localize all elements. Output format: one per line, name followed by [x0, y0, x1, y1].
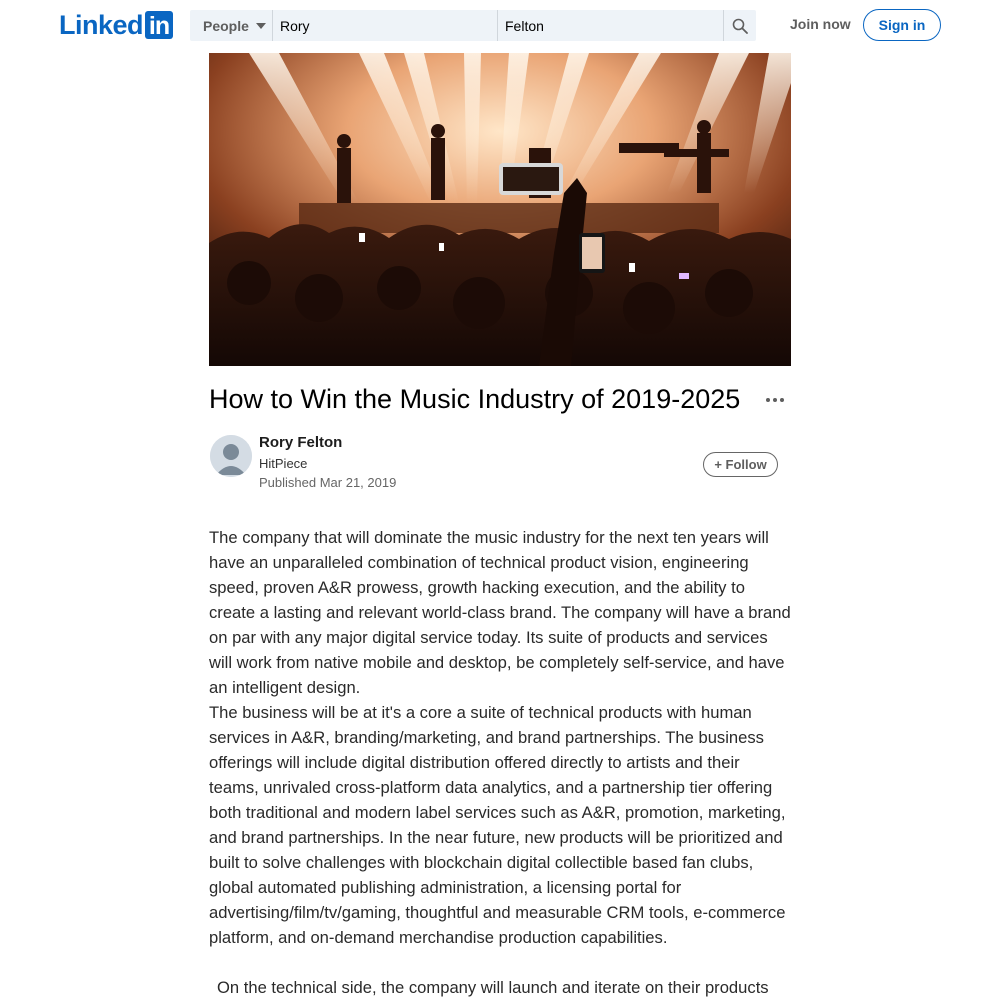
- first-name-input[interactable]: [273, 10, 498, 41]
- published-date: Published Mar 21, 2019: [259, 475, 397, 490]
- logo-wordmark: Linked: [59, 10, 144, 40]
- linkedin-logo[interactable]: [59, 11, 173, 39]
- search-icon: [732, 18, 748, 34]
- author-avatar[interactable]: [210, 435, 252, 477]
- people-search-bar: [190, 10, 756, 41]
- person-icon: [210, 435, 252, 477]
- sign-in-button[interactable]: Sign in: [863, 9, 941, 41]
- search-type-label: People: [203, 17, 249, 34]
- article-paragraph: The business will be at it's a core a suite of technical products with human services in A&R, branding/marketing, and brand partnerships. The business offerings will include digital distribution offered directly to artists and their teams, unrivaled cross-platform data analytics, and a partnership tier offering both traditional and modern label services such as A&R, promotion, marketing, and brand partnerships. In the near future, new products will be prioritized and built to solve challenges with blockchain digital collectible based fan clubs, global automated publishing administration, a licensing portal for advertising/film/tv/gaming, thoughtful and measurable CRM tools, e-commerce platform, and on-demand merchandise production capabilities.: [209, 703, 786, 947]
- article-paragraph: The company that will dominate the music industry for the next ten years will have an unparalleled combination of technical product vision, engineering speed, proven A&R prowess, growth hacking execution, and the ability to create a lasting and relevant world-class brand. The company will have a brand on par with any major digital service today. Its suite of products and services will work from native mobile and desktop, be completely self-service, and have an intelligent design.: [209, 528, 791, 697]
- concert-photo: [209, 53, 791, 366]
- article-title: How to Win the Music Industry of 2019-2025: [209, 384, 741, 414]
- logo-in-box: in: [145, 11, 173, 39]
- join-now-link[interactable]: Join now: [790, 16, 851, 32]
- search-type-dropdown[interactable]: [190, 10, 273, 41]
- chevron-down-icon: [256, 23, 266, 29]
- more-options-button[interactable]: [762, 388, 788, 412]
- author-name[interactable]: Rory Felton: [259, 434, 343, 451]
- follow-button[interactable]: + Follow: [703, 452, 778, 477]
- last-name-input[interactable]: [498, 10, 724, 41]
- article-paragraph: On the technical side, the company will launch and iterate on their products: [217, 978, 769, 997]
- ellipsis-icon: [765, 397, 785, 403]
- article-cover-image: [209, 53, 791, 366]
- search-button[interactable]: [724, 10, 756, 41]
- top-nav: [0, 0, 1000, 50]
- author-company: HitPiece: [259, 456, 308, 471]
